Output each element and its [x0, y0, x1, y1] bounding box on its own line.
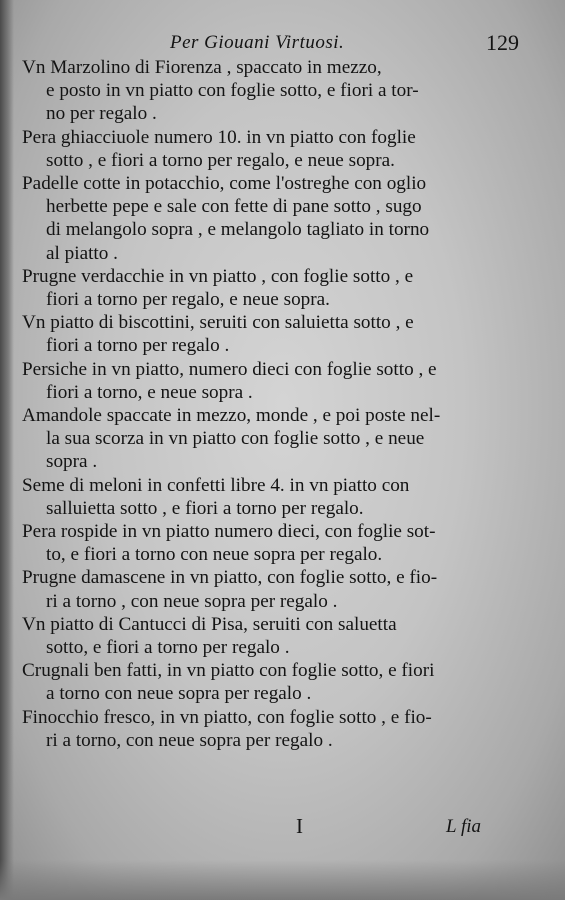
text-line: salluietta sotto , e fiori a torno per regalo.: [46, 497, 364, 519]
recipe-entry: [22, 358, 522, 404]
text-line: al piatto .: [46, 242, 118, 264]
text-line: to, e fiori a torno con neue sopra per regalo.: [46, 544, 383, 566]
text-line: Prugne damascene in vn piatto, con foglie sotto, e fio-: [22, 567, 438, 589]
recipe-entry: [22, 520, 522, 566]
text-line: ri a torno, con neue sopra per regalo .: [46, 729, 333, 751]
text-line: Finocchio fresco, in vn piatto, con foglie sotto , e fio-: [22, 706, 432, 728]
text-line: a torno con neue sopra per regalo .: [46, 683, 312, 705]
recipe-entry: [22, 566, 522, 612]
page-bottom-shadow: [0, 860, 565, 900]
text-line: Persiche in vn piatto, numero dieci con foglie sotto , e: [22, 358, 437, 380]
text-line: Pera rospide in vn piatto numero dieci, con foglie sot-: [22, 521, 436, 543]
recipe-entry: [22, 311, 522, 357]
text-line: la sua scorza in vn piatto con foglie sotto , e neue: [46, 428, 425, 450]
text-line: sotto , e fiori a torno per regalo, e neue sopra.: [46, 149, 395, 171]
recipe-entry: [22, 613, 522, 659]
running-head: Per Giouani Virtuosi.: [170, 32, 345, 53]
text-line: fiori a torno per regalo .: [46, 335, 230, 357]
signature-mark: I: [296, 814, 303, 838]
text-line: Vn piatto di Cantucci di Pisa, seruiti con saluetta: [22, 613, 397, 635]
recipe-entry: [22, 706, 522, 752]
recipe-entry: [22, 265, 522, 311]
recipe-list: [22, 56, 522, 752]
page-header: [170, 32, 519, 58]
text-line: Vn Marzolino di Fiorenza , spaccato in mezzo,: [22, 57, 382, 78]
text-line: ri a torno , con neue sopra per regalo .: [46, 590, 338, 612]
text-line: Crugnali ben fatti, in vn piatto con foglie sotto, e fiori: [22, 660, 435, 682]
recipe-entry: [22, 172, 522, 265]
text-line: Seme di meloni in confetti libre 4. in vn piatto con: [22, 474, 410, 496]
text-line: Pera ghiacciuole numero 10. in vn piatto con foglie: [22, 126, 416, 148]
recipe-entry: [22, 56, 522, 126]
text-line: di melangolo sopra , e melangolo tagliato in torno: [46, 219, 430, 241]
recipe-entry: [22, 474, 522, 520]
text-line: herbette pepe e sale con fette di pane sotto , sugo: [46, 196, 422, 218]
text-line: no per regalo .: [46, 103, 157, 125]
text-line: sopra .: [46, 451, 98, 473]
text-line: fiori a torno, e neue sopra .: [46, 381, 253, 403]
page-footer: [0, 814, 565, 844]
page-gutter-shadow: [0, 0, 14, 900]
text-line: e posto in vn piatto con foglie sotto, e fiori a tor-: [46, 80, 419, 102]
catchword: L fia: [446, 816, 482, 837]
recipe-entry: [22, 126, 522, 172]
text-line: Padelle cotte in potacchio, come l'ostreghe con oglio: [22, 173, 427, 195]
text-line: fiori a torno per regalo, e neue sopra.: [46, 289, 330, 311]
text-line: sotto, e fiori a torno per regalo .: [46, 637, 290, 659]
recipe-entry: [22, 404, 522, 474]
text-line: Vn piatto di biscottini, seruiti con saluietta sotto , e: [22, 312, 414, 334]
text-line: Amandole spaccate in mezzo, monde , e poi poste nel-: [22, 405, 441, 427]
page-number: 129: [486, 30, 519, 55]
recipe-entry: [22, 659, 522, 705]
text-line: Prugne verdacchie in vn piatto , con foglie sotto , e: [22, 265, 414, 287]
